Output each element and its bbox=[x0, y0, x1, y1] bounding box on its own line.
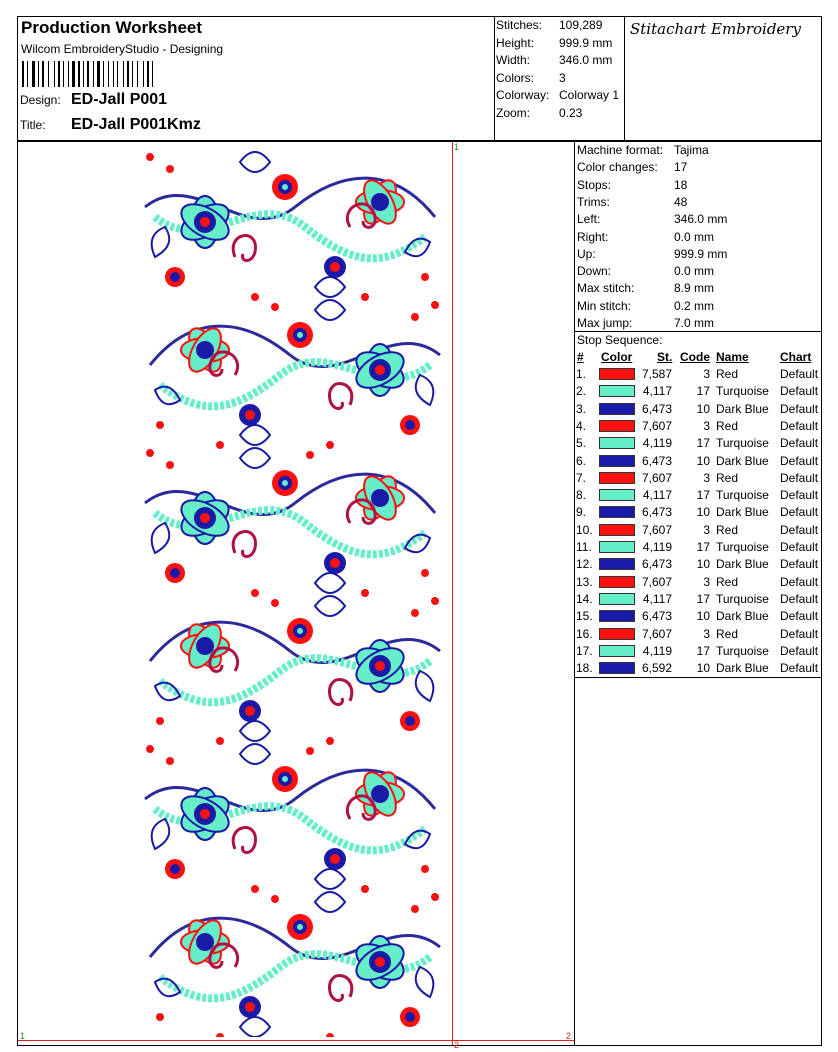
barcode-bar bbox=[58, 61, 60, 87]
row-chart: Default bbox=[780, 591, 819, 606]
row-stitches: 4,119 bbox=[642, 643, 672, 658]
summary-row bbox=[496, 52, 624, 69]
row-number: 15. bbox=[576, 609, 593, 624]
row-code: 10 bbox=[696, 401, 710, 416]
row-color-name: Turquoise bbox=[716, 591, 769, 606]
row-code: 17 bbox=[696, 540, 710, 554]
barcode-bar bbox=[113, 61, 114, 87]
barcode-bar bbox=[127, 61, 129, 87]
embroidery-motif-repeat bbox=[145, 744, 435, 903]
machine-info-row bbox=[577, 298, 817, 315]
color-swatch bbox=[599, 368, 635, 380]
row-chart: Default bbox=[780, 488, 819, 503]
barcode-bar bbox=[22, 61, 24, 87]
col-header-st: St. bbox=[657, 350, 673, 364]
color-swatch bbox=[599, 437, 635, 449]
row-number: 13. bbox=[576, 574, 593, 589]
title-value: ED-Jall P001Kmz bbox=[71, 116, 201, 133]
stop-sequence-row bbox=[576, 487, 826, 504]
row-chart: Default bbox=[780, 522, 819, 537]
summary-value: 109,289 bbox=[559, 18, 603, 32]
row-chart: Default bbox=[780, 436, 819, 451]
color-swatch bbox=[599, 662, 635, 674]
stop-sequence-row bbox=[576, 453, 826, 470]
machine-info-value: 346.0 mm bbox=[674, 212, 728, 227]
row-code: 3 bbox=[703, 522, 710, 537]
row-chart: Default bbox=[780, 540, 819, 554]
color-swatch bbox=[599, 489, 635, 501]
barcode-bar bbox=[147, 61, 149, 87]
row-chart: Default bbox=[780, 401, 819, 416]
summary-label: Width: bbox=[496, 53, 531, 67]
row-color-name: Red bbox=[716, 418, 739, 433]
summary-value: Colorway 1 bbox=[559, 88, 620, 102]
row-color-name: Red bbox=[716, 626, 739, 641]
stop-sequence-row bbox=[576, 401, 826, 418]
row-chart: Default bbox=[780, 609, 819, 624]
color-swatch bbox=[599, 610, 635, 622]
barcode-bar bbox=[108, 61, 109, 87]
machine-info-value: 0.0 mm bbox=[674, 229, 715, 244]
barcode-bar bbox=[54, 61, 55, 87]
summary-value: 346.0 mm bbox=[559, 53, 613, 67]
row-number: 5. bbox=[576, 436, 587, 451]
color-swatch bbox=[599, 593, 635, 605]
row-color-name: Red bbox=[716, 522, 739, 537]
design-value: ED-Jall P001 bbox=[71, 91, 168, 108]
row-code: 3 bbox=[703, 470, 710, 485]
machine-info-row bbox=[577, 177, 817, 194]
row-number: 9. bbox=[576, 505, 587, 520]
barcode-bar bbox=[42, 61, 44, 87]
row-code: 17 bbox=[696, 591, 710, 606]
barcode-bar bbox=[72, 61, 75, 87]
row-number: 6. bbox=[576, 453, 587, 468]
machine-info-label: Min stitch: bbox=[577, 298, 632, 313]
row-code: 17 bbox=[696, 384, 710, 399]
stop-sequence-row bbox=[576, 591, 826, 608]
summary-label: Zoom: bbox=[496, 105, 531, 120]
summary-label: Height: bbox=[496, 35, 535, 50]
row-stitches: 7,587 bbox=[641, 367, 672, 381]
barcode-bar bbox=[27, 61, 28, 87]
stop-sequence-row bbox=[576, 626, 826, 643]
row-code: 10 bbox=[696, 557, 710, 572]
color-swatch bbox=[599, 628, 635, 640]
machine-info-label: Color changes: bbox=[577, 160, 658, 175]
machine-info-value: 7.0 mm bbox=[674, 316, 715, 330]
color-swatch bbox=[599, 455, 635, 467]
embroidery-motif-repeat bbox=[145, 448, 435, 607]
row-chart: Default bbox=[780, 418, 819, 433]
preview-corner-bottom-left: 1 bbox=[20, 1031, 26, 1041]
row-code: 17 bbox=[696, 488, 710, 503]
color-swatch bbox=[599, 576, 635, 588]
barcode-bar bbox=[38, 61, 39, 87]
row-stitches: 4,117 bbox=[642, 384, 672, 399]
row-chart: Default bbox=[780, 384, 819, 399]
barcode-bar bbox=[68, 61, 69, 87]
machine-info-row bbox=[577, 280, 817, 297]
embroidery-motifs bbox=[145, 152, 440, 1037]
machine-info-value: 999.9 mm bbox=[674, 246, 728, 261]
title-label: Title: bbox=[20, 118, 46, 132]
row-code: 10 bbox=[696, 661, 710, 676]
row-stitches: 6,473 bbox=[641, 505, 672, 520]
stop-sequence-row bbox=[576, 643, 826, 660]
row-color-name: Dark Blue bbox=[716, 505, 769, 520]
row-chart: Default bbox=[780, 453, 819, 468]
row-number: 12. bbox=[576, 557, 593, 572]
col-header-name: Name bbox=[716, 350, 749, 364]
machine-info-label: Down: bbox=[577, 264, 612, 279]
row-stitches: 4,119 bbox=[642, 436, 672, 451]
row-code: 17 bbox=[696, 436, 710, 451]
row-number: 2. bbox=[576, 384, 587, 399]
color-swatch bbox=[599, 645, 635, 657]
stop-sequence-row bbox=[576, 470, 826, 487]
barcode-bar bbox=[87, 61, 89, 87]
machine-info-label: Stops: bbox=[577, 177, 612, 192]
row-stitches: 6,473 bbox=[641, 557, 672, 572]
row-number: 14. bbox=[576, 591, 593, 606]
color-swatch bbox=[599, 524, 635, 536]
barcode-bar bbox=[32, 61, 35, 87]
row-chart: Default bbox=[780, 574, 819, 589]
row-color-name: Red bbox=[716, 574, 739, 589]
row-stitches: 4,119 bbox=[642, 540, 672, 554]
summary-label: Colorway: bbox=[496, 88, 550, 102]
summary-label: Stitches: bbox=[496, 18, 543, 32]
design-label: Design: bbox=[20, 93, 61, 107]
row-stitches: 7,607 bbox=[641, 626, 672, 641]
color-swatch bbox=[599, 541, 635, 553]
summary-row bbox=[496, 105, 624, 122]
row-number: 8. bbox=[576, 488, 587, 503]
machine-info-row bbox=[577, 246, 817, 263]
preview-guide-vertical bbox=[452, 142, 453, 1045]
row-number: 4. bbox=[576, 418, 587, 433]
machine-info-label: Machine format: bbox=[577, 143, 664, 157]
barcode-bar bbox=[63, 61, 64, 87]
row-number: 7. bbox=[576, 470, 587, 485]
summary-row bbox=[496, 35, 624, 52]
machine-info-label: Trims: bbox=[577, 194, 610, 209]
barcode-bar bbox=[97, 61, 100, 87]
row-color-name: Dark Blue bbox=[716, 661, 769, 676]
machine-info-value: 17 bbox=[674, 160, 688, 175]
barcode-bar bbox=[83, 61, 84, 87]
machine-info-value: 0.2 mm bbox=[674, 298, 715, 313]
machine-info-row bbox=[577, 194, 817, 211]
row-color-name: Dark Blue bbox=[716, 557, 769, 572]
preview-corner-bottom-mid: 2 bbox=[454, 1040, 460, 1050]
preview-guide-horizontal bbox=[18, 1040, 574, 1041]
row-chart: Default bbox=[780, 505, 819, 520]
brand-name: Stitachart Embroidery bbox=[630, 20, 801, 38]
row-number: 18. bbox=[576, 661, 593, 676]
stop-sequence-title: Stop Sequence: bbox=[577, 333, 663, 347]
row-color-name: Dark Blue bbox=[716, 401, 769, 416]
row-number: 1. bbox=[576, 367, 587, 381]
embroidery-motif-repeat bbox=[150, 300, 440, 459]
row-stitches: 6,592 bbox=[641, 661, 672, 676]
stop-sequence-row bbox=[576, 504, 826, 521]
machine-info-value: 48 bbox=[674, 194, 688, 209]
barcode-bar bbox=[137, 61, 138, 87]
summary-value: 0.23 bbox=[559, 105, 583, 120]
row-number: 11. bbox=[576, 540, 592, 554]
stop-sequence-row bbox=[576, 418, 826, 435]
row-color-name: Turquoise bbox=[716, 488, 769, 503]
row-chart: Default bbox=[780, 661, 819, 676]
row-color-name: Red bbox=[716, 367, 739, 381]
row-color-name: Turquoise bbox=[716, 540, 769, 554]
machine-info-row bbox=[577, 142, 817, 159]
machine-info-value: Tajima bbox=[674, 143, 709, 157]
barcode-image bbox=[22, 61, 212, 87]
color-swatch bbox=[599, 472, 635, 484]
row-code: 3 bbox=[703, 574, 710, 589]
summary-row bbox=[496, 17, 624, 34]
barcode-bar bbox=[103, 61, 104, 87]
embroidery-motif-repeat bbox=[150, 596, 440, 755]
row-code: 10 bbox=[696, 505, 710, 520]
summary-row bbox=[496, 70, 624, 87]
row-stitches: 7,607 bbox=[641, 470, 672, 485]
lower-right-box bbox=[574, 677, 822, 1046]
embroidery-motif-repeat bbox=[150, 892, 440, 1037]
barcode-bar bbox=[143, 61, 144, 87]
row-code: 10 bbox=[696, 609, 710, 624]
row-color-name: Turquoise bbox=[716, 643, 769, 658]
stop-sequence-row bbox=[576, 660, 826, 677]
barcode-bar bbox=[123, 61, 124, 87]
embroidery-motif-repeat bbox=[145, 152, 435, 311]
stop-sequence-row bbox=[576, 522, 826, 539]
stop-sequence-row bbox=[576, 556, 826, 573]
summary-value: 3 bbox=[559, 70, 566, 85]
row-chart: Default bbox=[780, 626, 819, 641]
stop-sequence-row bbox=[576, 539, 826, 556]
machine-info-row bbox=[577, 229, 817, 246]
row-stitches: 7,607 bbox=[641, 418, 672, 433]
page-title: Production Worksheet bbox=[21, 18, 203, 37]
row-code: 10 bbox=[696, 453, 710, 468]
machine-info-value: 8.9 mm bbox=[674, 281, 715, 296]
row-color-name: Dark Blue bbox=[716, 453, 769, 468]
machine-info-row bbox=[577, 159, 817, 176]
row-stitches: 6,473 bbox=[641, 609, 672, 624]
col-header-chart: Chart bbox=[780, 350, 812, 364]
row-number: 16. bbox=[576, 626, 593, 641]
color-swatch bbox=[599, 385, 635, 397]
stop-sequence-row bbox=[576, 366, 826, 383]
stop-sequence-row bbox=[576, 383, 826, 400]
row-stitches: 6,473 bbox=[641, 453, 672, 468]
row-code: 17 bbox=[696, 643, 710, 658]
row-stitches: 6,473 bbox=[641, 401, 672, 416]
summary-value: 999.9 mm bbox=[559, 35, 613, 50]
machine-info-label: Right: bbox=[577, 229, 609, 244]
row-color-name: Turquoise bbox=[716, 384, 769, 399]
barcode-bar bbox=[78, 61, 80, 87]
barcode-bar bbox=[132, 61, 133, 87]
row-code: 3 bbox=[703, 418, 710, 433]
barcode-bar bbox=[117, 61, 118, 87]
row-code: 3 bbox=[703, 626, 710, 641]
machine-info-row bbox=[577, 211, 817, 228]
stop-sequence-row bbox=[576, 608, 826, 625]
row-color-name: Red bbox=[716, 470, 739, 485]
stop-sequence-row bbox=[576, 435, 826, 452]
col-header-num: # bbox=[577, 350, 584, 364]
row-color-name: Turquoise bbox=[716, 436, 769, 451]
row-stitches: 4,117 bbox=[642, 488, 672, 503]
color-swatch bbox=[599, 403, 635, 415]
row-color-name: Dark Blue bbox=[716, 609, 769, 624]
row-chart: Default bbox=[780, 557, 819, 572]
summary-row bbox=[496, 87, 624, 104]
col-header-code: Code bbox=[680, 350, 710, 364]
row-number: 10. bbox=[576, 522, 593, 537]
color-swatch bbox=[599, 506, 635, 518]
color-swatch bbox=[599, 558, 635, 570]
machine-info-label: Max jump: bbox=[577, 316, 633, 330]
row-stitches: 4,117 bbox=[642, 591, 672, 606]
stop-sequence-row bbox=[576, 574, 826, 591]
machine-info-value: 0.0 mm bbox=[674, 264, 715, 279]
machine-info-label: Up: bbox=[577, 246, 596, 261]
barcode-bar bbox=[152, 61, 153, 87]
barcode-bar bbox=[48, 61, 49, 87]
row-chart: Default bbox=[780, 367, 819, 381]
preview-corner-bottom-right: 2 bbox=[566, 1031, 572, 1041]
row-stitches: 7,607 bbox=[641, 522, 672, 537]
software-name: Wilcom EmbroideryStudio - Designing bbox=[21, 42, 224, 56]
machine-info-label: Max stitch: bbox=[577, 281, 635, 296]
embroidery-design-preview bbox=[135, 145, 450, 1037]
color-swatch bbox=[599, 420, 635, 432]
machine-info-label: Left: bbox=[577, 212, 601, 227]
row-chart: Default bbox=[780, 470, 819, 485]
row-chart: Default bbox=[780, 643, 819, 658]
barcode-bar bbox=[93, 61, 94, 87]
machine-info-row bbox=[577, 263, 817, 280]
machine-info-row bbox=[577, 315, 817, 332]
row-code: 3 bbox=[703, 367, 710, 381]
summary-label: Colors: bbox=[496, 70, 535, 85]
preview-corner-top: 1 bbox=[454, 142, 460, 152]
row-number: 17. bbox=[576, 643, 593, 658]
machine-info-value: 18 bbox=[674, 177, 688, 192]
col-header-color: Color bbox=[601, 350, 633, 364]
row-stitches: 7,607 bbox=[641, 574, 672, 589]
row-number: 3. bbox=[576, 401, 587, 416]
